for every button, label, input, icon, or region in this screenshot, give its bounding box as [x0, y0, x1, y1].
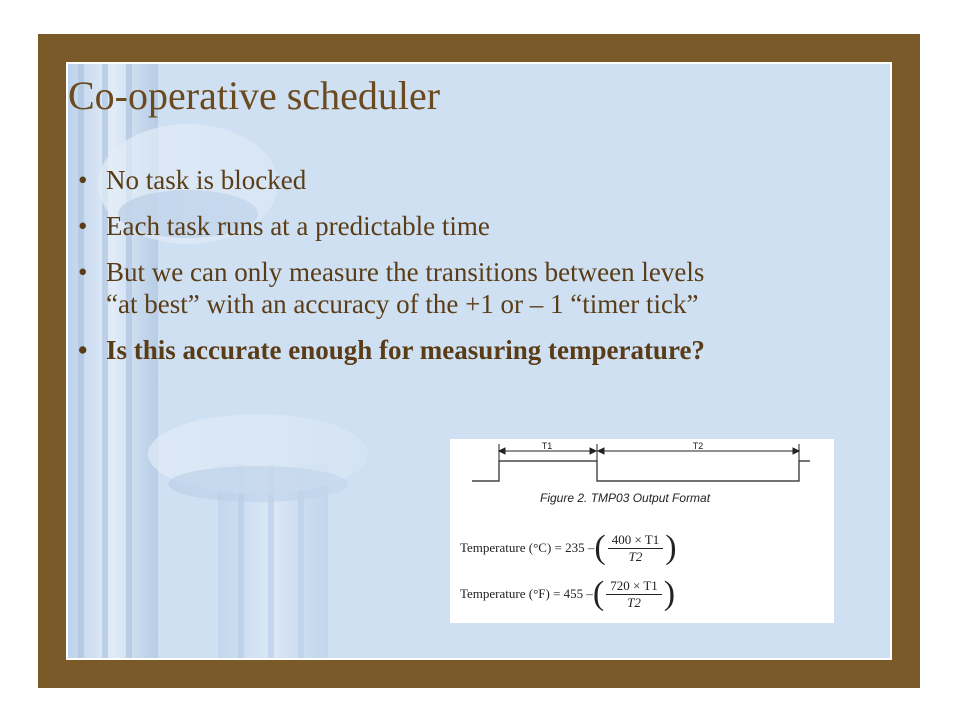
t2-label: T2	[692, 441, 704, 451]
bullet-text: No task is blocked	[106, 165, 307, 195]
bullet-text: But we can only measure the transitions between levels “at best” with an accuracy of the +1 or – 1 “timer tick”	[106, 257, 705, 319]
formula-celsius	[460, 531, 677, 565]
numerator: 400 × T1	[608, 532, 664, 549]
fraction	[608, 532, 664, 565]
numerator: 720 × T1	[606, 578, 662, 595]
bullet-list	[78, 164, 738, 380]
denominator: T2	[627, 594, 641, 610]
bullet-item	[78, 164, 738, 196]
formula-fahrenheit-label: Temperature (°F) = 455 –	[460, 586, 593, 601]
bullet-item	[78, 256, 738, 320]
formula-celsius-label: Temperature (°C) = 235 –	[460, 540, 595, 555]
formula-fahrenheit	[460, 577, 675, 611]
timing-waveform	[450, 439, 834, 489]
tmp03-figure	[450, 439, 834, 623]
bullet-text: Is this accurate enough for measuring temperature?	[106, 335, 705, 365]
bullet-item	[78, 210, 738, 242]
bullet-icon: •	[78, 257, 88, 287]
bullet-text: Each task runs at a predictable time	[106, 211, 490, 241]
bullet-icon: •	[78, 211, 88, 241]
paren-close-icon: )	[665, 529, 677, 566]
bullet-item-question	[78, 334, 738, 366]
paren-open-icon: (	[594, 529, 606, 566]
figure-caption: Figure 2. TMP03 Output Format	[540, 491, 711, 505]
paren-close-icon: )	[663, 575, 676, 612]
t1-label: T1	[541, 441, 553, 451]
paren-open-icon: (	[592, 575, 605, 612]
slide-title: Co-operative scheduler	[68, 73, 441, 118]
fraction	[606, 578, 662, 611]
denominator: T2	[628, 548, 643, 564]
bullet-icon: •	[78, 165, 88, 195]
bullet-icon: •	[78, 335, 88, 365]
